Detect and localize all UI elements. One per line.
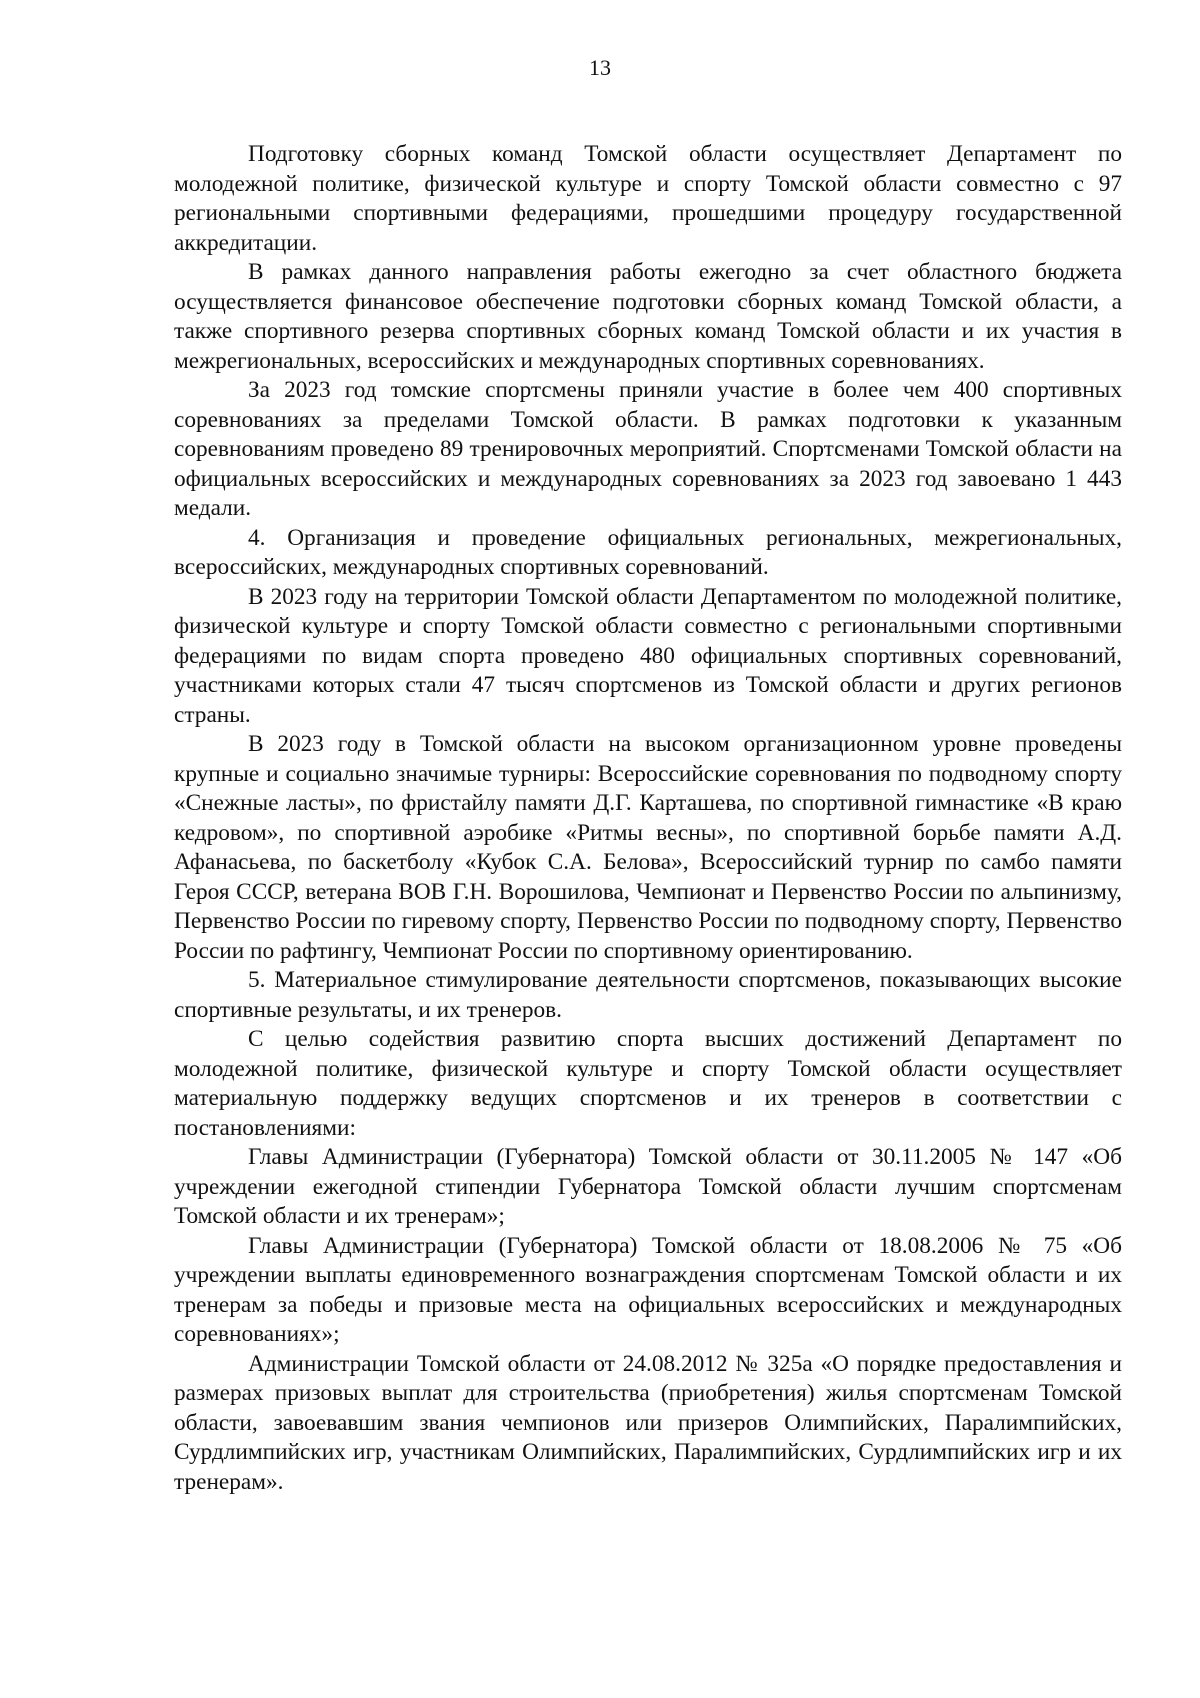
paragraph-major-tournaments: В 2023 году в Томской области на высоком организационном уровне проведены крупные и социально значимые турниры: Всероссийские соревнования по подводному спорту «Снежные ласты», по фристайлу памяти Д.Г. Карташева, по спортивной гимнастике «В краю кедровом», по спортивной аэробике «Ритмы весны», по спортивной борьбе памяти А.Д. Афанасьева, по баскетболу «Кубок С.А. Белова», Всероссийский турнир по самбо памяти Героя СССР, ветерана ВОВ Г.Н. Ворошилова, Чемпионат и Первенство России по альпинизму, Первенство России по гиревому спорту, Первенство России по подводному спорту, Первенство России по рафтингу, Чемпионат России по спортивному ориентированию. [174,731,1122,964]
paragraph-section-5-heading: 5. Материальное стимулирование деятельности спортсменов, показывающих высокие спортивные результаты, и их тренеров. [174,967,1122,1023]
paragraph-resolution-325a: Администрации Томской области от 24.08.2012 № 325а «О порядке предоставления и размерах призовых выплат для строительства (приобретения) жилья спортсменам Томской области, завоевавшим звания чемпионов или призеров Олимпийских, Паралимпийских, Сурдлимпийских игр, участникам Олимпийских, Паралимпийских, Сурдлимпийских игр и их тренерам». [174,1350,1122,1495]
paragraph-team-preparation: Подготовку сборных команд Томской области осуществляет Департамент по молодежной политике, физической культуре и спорту Томской области совместно с 97 региональными спортивными федерациями, прошедшими процедуру государственной аккредитации. [174,141,1122,256]
paragraph-material-support: С целью содействия развитию спорта высших достижений Департамент по молодежной политике, физической культуре и спорту Томской области осуществляет материальную поддержку ведущих спортсменов и их тренеров в соответствии с постановлениями: [174,1026,1122,1141]
page-number: 13 [589,55,611,80]
paragraph-budget-funding: В рамках данного направления работы ежегодно за счет областного бюджета осуществляется финансовое обеспечение подготовки сборных команд Томской области, а также спортивного резерва спортивных сборных команд Томской области и их участия в межрегиональных, всероссийских и международных спортивных соревнованиях. [174,259,1122,374]
paragraph-competitions-held: В 2023 году на территории Томской области Департаментом по молодежной политике, физической культуре и спорту Томской области совместно с региональными спортивными федерациями по видам спорта проведено 480 официальных спортивных соревнований, участниками которых стали 47 тысяч спортсменов из Томской области и других регионов страны. [174,583,1122,728]
document-body [174,140,1122,1497]
paragraph-2023-results: За 2023 год томские спортсмены приняли участие в более чем 400 спортивных соревнованиях за пределами Томской области. В рамках подготовки к указанным соревнованиям проведено 89 тренировочных мероприятий. Спортсменами Томской области на официальных всероссийских и международных соревнованиях за 2023 год завоевано 1 443 медали. [174,377,1122,521]
paragraph-resolution-75: Главы Администрации (Губернатора) Томской области от 18.08.2006 № 75 «Об учреждении выплаты единовременного вознаграждения спортсменам Томской области и их тренерам за победы и призовые места на официальных всероссийских и международных соревнованиях»; [174,1232,1122,1347]
paragraph-section-4-heading: 4. Организация и проведение официальных региональных, межрегиональных, всероссийских, международных спортивных соревнований. [174,524,1122,580]
paragraph-resolution-147: Главы Администрации (Губернатора) Томской области от 30.11.2005 № 147 «Об учреждении ежегодной стипендии Губернатора Томской области лучшим спортсменам Томской области и их тренерам»; [174,1144,1122,1229]
